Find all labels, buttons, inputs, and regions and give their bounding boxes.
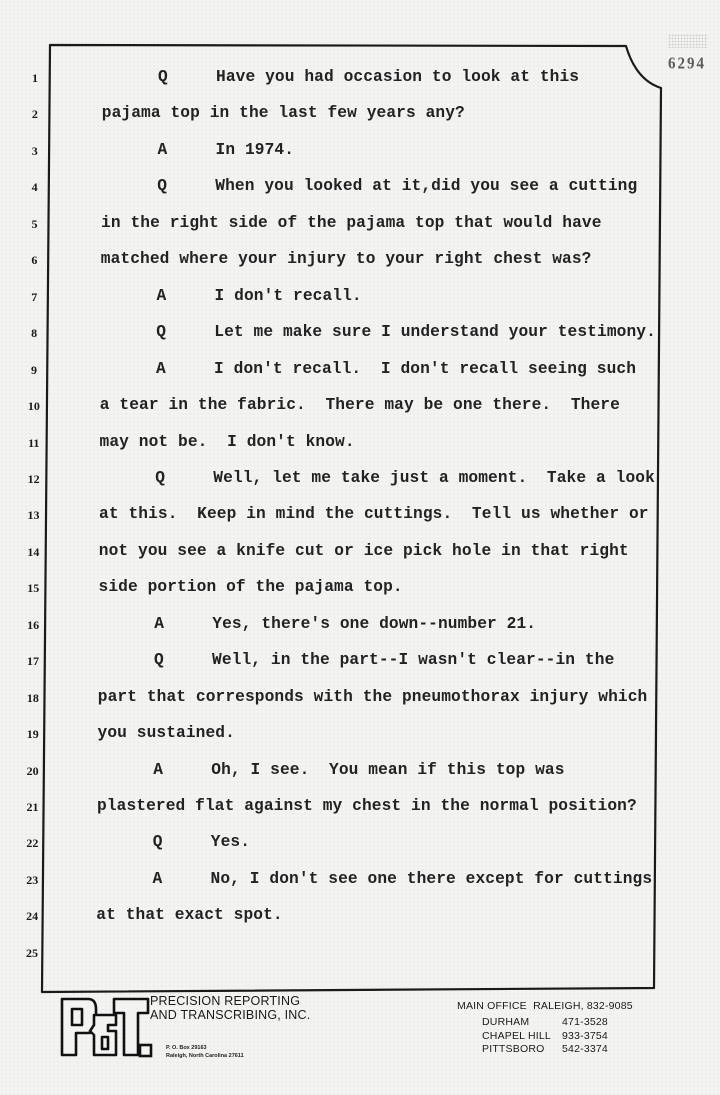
- speaker-label: Q: [154, 651, 164, 670]
- office-phone: 542-3374: [562, 1043, 608, 1055]
- line-number: 4: [31, 180, 38, 195]
- line-number: 3: [31, 143, 38, 158]
- transcript-line-text: No, I don't see one there except for cuttings: [210, 869, 653, 888]
- line-number: 21: [26, 800, 39, 814]
- transcript-line-text: I don't recall.: [214, 286, 362, 305]
- speaker-label: A: [156, 286, 167, 305]
- address-line1: P. O. Box 29163: [166, 1045, 207, 1051]
- line-number: 12: [27, 471, 40, 486]
- line-number: 24: [26, 909, 39, 924]
- speaker-label: A: [157, 140, 168, 159]
- address-line2: Raleigh, North Carolina 27611: [166, 1053, 244, 1059]
- speaker-label: A: [153, 760, 163, 779]
- transcript-line-text: a tear in the fabric. There may be one there. There: [99, 396, 620, 415]
- company-name-line2: AND TRANSCRIBING, INC.: [150, 1008, 311, 1022]
- line-number: 10: [27, 399, 40, 414]
- logo-period: [140, 1045, 151, 1056]
- transcript-line-text: In 1974.: [215, 140, 295, 159]
- transcript-line-text: you sustained.: [97, 724, 235, 743]
- line-number: 19: [26, 727, 39, 742]
- speaker-label: Q: [158, 68, 168, 86]
- company-address: [166, 1044, 244, 1060]
- line-number: 6: [31, 253, 38, 268]
- transcript-line-text: Yes.: [210, 833, 251, 852]
- office-name: PITTSBORO: [482, 1043, 545, 1055]
- line-number: 5: [31, 216, 38, 231]
- line-number: 18: [26, 690, 39, 705]
- transcript-line-text: matched where your injury to your right chest was?: [100, 250, 592, 269]
- transcript-line-text: at this. Keep in mind the cuttings. Tell us whether or: [99, 505, 649, 524]
- stamp-smudge: [668, 34, 708, 48]
- transcript-line-text: in the right side of the pajama top that would have: [101, 213, 602, 232]
- speaker-label: Q: [157, 177, 167, 196]
- speaker-label: Q: [152, 833, 163, 852]
- speaker-label: A: [152, 869, 163, 888]
- transcript-line-text: Have you had occasion to look at this: [216, 68, 580, 86]
- speaker-label: A: [154, 614, 164, 633]
- line-number: 2: [31, 107, 38, 122]
- transcript-line-text: Well, let me take just a moment. Take a look: [213, 468, 655, 487]
- office-phone: 471-3528: [562, 1016, 608, 1028]
- transcript-line-text: When you looked at it,did you see a cutting: [215, 177, 638, 196]
- line-number: 23: [26, 872, 39, 887]
- line-number: 8: [31, 326, 38, 341]
- line-number: 16: [27, 617, 40, 632]
- main-office-line: MAIN OFFICE RALEIGH, 832-9085: [457, 1000, 633, 1012]
- line-number: 7: [31, 289, 38, 304]
- transcript-line-text: at that exact spot.: [96, 906, 283, 925]
- line-number: 14: [27, 544, 40, 559]
- transcript-line-text: Yes, there's one down--number 21.: [212, 614, 537, 633]
- line-number: 11: [28, 435, 40, 450]
- line-number: 22: [26, 836, 39, 851]
- company-name-line1: PRECISION REPORTING: [150, 994, 301, 1008]
- office-phone: 933-3754: [562, 1029, 608, 1042]
- line-number: 15: [27, 581, 40, 596]
- transcript-line-text: Oh, I see. You mean if this top was: [211, 760, 565, 779]
- transcript-line-text: I don't recall. I don't recall seeing such: [214, 359, 637, 378]
- transcript-line-text: may not be. I don't know.: [99, 432, 355, 451]
- transcript-line-text: Well, in the part--I wasn't clear--in the: [212, 651, 615, 670]
- logo-letter-p: [62, 999, 96, 1055]
- line-number: 20: [26, 763, 39, 778]
- line-number: 25: [26, 945, 38, 960]
- speaker-label: Q: [156, 323, 166, 342]
- page-number-stamp: 6294: [668, 55, 706, 73]
- office-name: DURHAM: [482, 1016, 530, 1028]
- transcript-line-text: part that corresponds with the pneumothorax injury which: [97, 687, 648, 706]
- line-number: 9: [31, 362, 37, 377]
- transcript-line-text: side portion of the pajama top.: [98, 578, 403, 597]
- line-number: 13: [27, 508, 40, 523]
- speaker-label: Q: [155, 468, 165, 487]
- pt-logo: [58, 995, 154, 1061]
- line-number: 17: [27, 654, 39, 669]
- speaker-label: A: [156, 359, 166, 378]
- transcript-line-text: not you see a knife cut or ice pick hole in that right: [98, 541, 629, 560]
- transcript-line-text: Let me make sure I understand your testimony.: [214, 323, 656, 342]
- office-name: CHAPEL HILL: [482, 1029, 551, 1042]
- company-name: [150, 994, 310, 1022]
- transcript-line-text: plastered flat against my chest in the normal position?: [97, 797, 637, 815]
- transcript-line-text: pajama top in the last few years any?: [101, 104, 465, 123]
- line-number: 1: [32, 71, 38, 85]
